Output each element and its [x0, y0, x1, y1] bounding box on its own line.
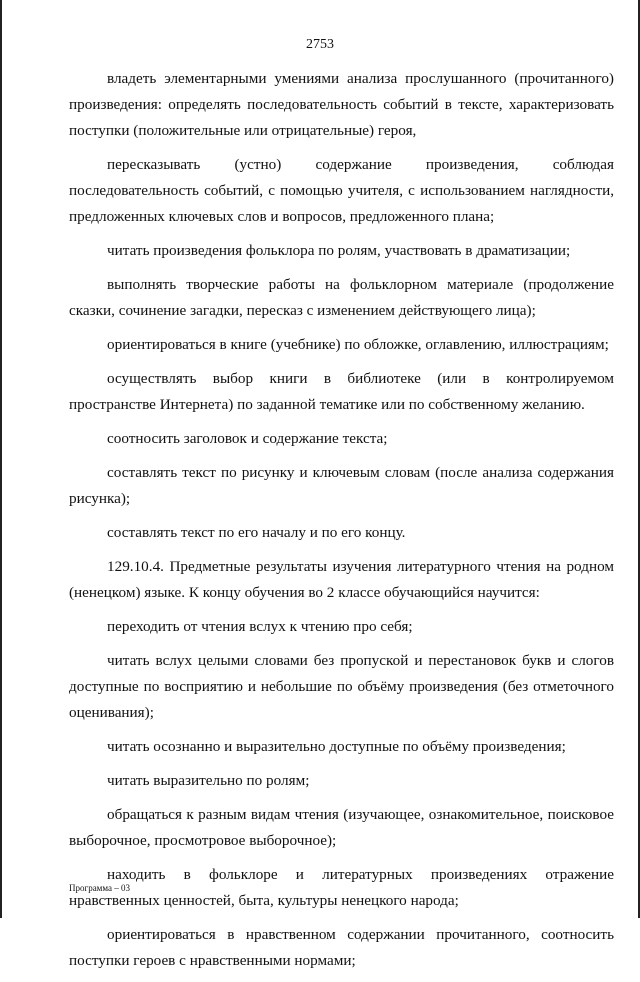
paragraph: обращаться к разным видам чтения (изучающее, ознакомительное, поисковое выборочное, просмотровое выборочное);: [69, 806, 614, 849]
paragraph: находить в фольклоре и литературных произведениях отражение нравственных ценностей, быта, культуры ненецкого народа;: [69, 866, 614, 909]
paragraph: читать вслух целыми словами без пропуской и перестановок букв и слогов доступные по восприятию и небольшие по объёму произведения (без отметочного оценивания);: [69, 652, 614, 721]
paragraph: переходить от чтения вслух к чтению про себя;: [107, 618, 413, 635]
paragraph: осуществлять выбор книги в библиотеке (или в контролируемом пространстве Интернета) по заданной тематике или по собственному желанию.: [69, 370, 614, 413]
paragraph: читать произведения фольклора по ролям, участвовать в драматизации;: [107, 242, 571, 259]
paragraph: выполнять творческие работы на фольклорном материале (продолжение сказки, сочинение загадки, пересказ с изменением действующего лица);: [69, 276, 614, 319]
document-body: [69, 66, 614, 982]
paragraph: составлять текст по его началу и по его концу.: [107, 524, 406, 541]
section-paragraph: 129.10.4. Предметные результаты изучения литературного чтения на родном (ненецком) языке. К концу обучения во 2 классе обучающийся научится:: [69, 558, 614, 601]
footer-label: Программа – 03: [69, 883, 131, 893]
paragraph: владеть элементарными умениями анализа прослушанного (прочитанного) произведения: определять последовательность событий в тексте, характеризовать поступки (положительные или отрицательные) героя,: [69, 70, 614, 139]
paragraph: ориентироваться в нравственном содержании прочитанного, соотносить поступки героев с нравственными нормами;: [69, 926, 614, 969]
paragraph: читать выразительно по ролям;: [107, 772, 310, 789]
paragraph: пересказывать (устно) содержание произведения, соблюдая последовательность событий, с помощью учителя, с использованием наглядности, предложенных ключевых слов и вопросов, предложенного плана;: [69, 156, 614, 225]
paragraph: соотносить заголовок и содержание текста;: [107, 430, 388, 447]
paragraph: ориентироваться в книге (учебнике) по обложке, оглавлению, иллюстрациям;: [107, 336, 609, 353]
paragraph: составлять текст по рисунку и ключевым словам (после анализа содержания рисунка);: [69, 464, 614, 507]
paragraph: читать осознанно и выразительно доступные по объёму произведения;: [107, 738, 566, 755]
page-number: 2753: [306, 37, 334, 52]
